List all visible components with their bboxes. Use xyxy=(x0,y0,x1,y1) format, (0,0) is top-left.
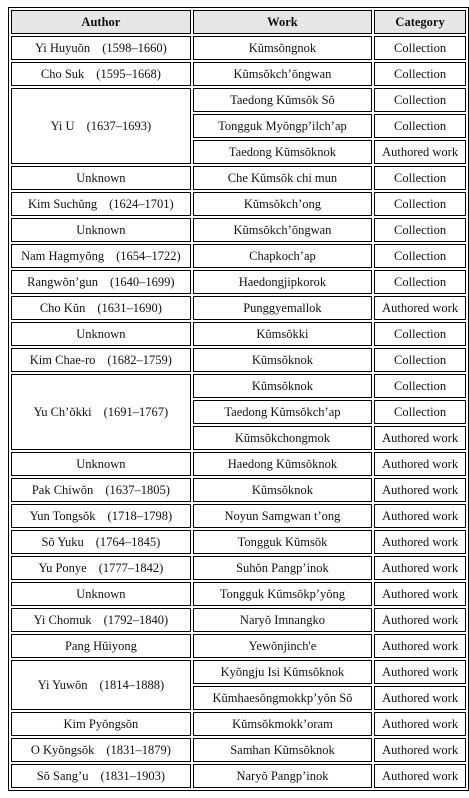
author-name: Unknown xyxy=(76,222,126,237)
work-cell: Yewŏnjinch'e xyxy=(193,634,372,658)
table-row xyxy=(11,244,466,268)
work-cell: Kŭmsŏkki xyxy=(193,322,372,346)
category-cell: Authored work xyxy=(374,634,466,658)
table-row xyxy=(11,192,466,216)
author-cell xyxy=(11,166,191,190)
author-name: Yu Ponye xyxy=(38,560,87,575)
category-cell: Collection xyxy=(374,400,466,424)
author-name: Sŏ Yuku xyxy=(41,534,84,549)
header-work: Work xyxy=(193,10,372,34)
header-row xyxy=(11,10,466,34)
author-dates: (1640–1699) xyxy=(110,274,175,289)
author-name: Yi U xyxy=(50,118,75,133)
author-cell xyxy=(11,322,191,346)
table-header xyxy=(11,10,466,34)
category-cell: Authored work xyxy=(374,504,466,528)
work-cell: Noyun Samgwan t’ong xyxy=(193,504,372,528)
table-row xyxy=(11,452,466,476)
author-name: Kim Chae-ro xyxy=(29,352,96,367)
table-row xyxy=(11,608,466,632)
author-cell xyxy=(11,348,191,372)
category-cell: Authored work xyxy=(374,660,466,684)
table-row xyxy=(11,712,466,736)
table-row xyxy=(11,62,466,86)
author-dates: (1764–1845) xyxy=(95,534,161,549)
author-cell xyxy=(11,660,191,710)
author-cell xyxy=(11,192,191,216)
table-row xyxy=(11,374,466,398)
author-name: Kim Pyŏngsŏn xyxy=(63,716,139,731)
category-cell: Collection xyxy=(374,192,466,216)
author-name: Yi Huyuŏn xyxy=(34,40,91,55)
category-cell: Authored work xyxy=(374,478,466,502)
table-row xyxy=(11,296,466,320)
author-name: Yi Chomuk xyxy=(33,612,92,627)
category-cell: Collection xyxy=(374,244,466,268)
author-cell xyxy=(11,556,191,580)
category-cell: Authored work xyxy=(374,556,466,580)
work-cell: Suhŏn Pangp’inok xyxy=(193,556,372,580)
author-name: Cho Kŭn xyxy=(39,300,86,315)
category-cell: Authored work xyxy=(374,608,466,632)
table-row xyxy=(11,218,466,242)
author-dates: (1691–1767) xyxy=(103,404,169,419)
work-cell: Tongguk Kŭmsŏk xyxy=(193,530,372,554)
work-cell: Samhan Kŭmsŏknok xyxy=(193,738,372,762)
category-cell: Collection xyxy=(374,270,466,294)
category-cell: Collection xyxy=(374,62,466,86)
table-row xyxy=(11,764,466,788)
author-cell xyxy=(11,764,191,788)
author-dates: (1792–1840) xyxy=(103,612,169,627)
work-cell: Taedong Kŭmsŏk Sŏ xyxy=(193,88,372,112)
category-cell: Authored work xyxy=(374,686,466,710)
category-cell: Authored work xyxy=(374,738,466,762)
category-cell: Collection xyxy=(374,88,466,112)
table-row xyxy=(11,270,466,294)
work-cell: Tongguk Kŭmsŏkp’yŏng xyxy=(193,582,372,606)
author-name: Unknown xyxy=(76,456,126,471)
author-cell xyxy=(11,608,191,632)
table-row xyxy=(11,478,466,502)
author-cell xyxy=(11,374,191,450)
author-dates: (1831–1903) xyxy=(100,768,166,783)
category-cell: Authored work xyxy=(374,582,466,606)
author-name: Kim Suchŭng xyxy=(28,196,98,211)
author-cell xyxy=(11,582,191,606)
work-cell: Punggyemallok xyxy=(193,296,372,320)
work-cell: Kŭmsŏkch’ŏngwan xyxy=(193,62,372,86)
work-cell: Kŭmsŏkmokk’oram xyxy=(193,712,372,736)
author-name: Yun Tongsŏk xyxy=(29,508,96,523)
work-cell: Haedong Kŭmsŏknok xyxy=(193,452,372,476)
author-name: Unknown xyxy=(76,326,126,341)
author-name: Yu Ch’ŏkki xyxy=(33,404,92,419)
table-row xyxy=(11,322,466,346)
category-cell: Collection xyxy=(374,166,466,190)
work-cell: Taedong Kŭmsŏknok xyxy=(193,140,372,164)
table-row xyxy=(11,660,466,684)
author-dates: (1595–1668) xyxy=(96,66,161,81)
author-name: Unknown xyxy=(76,170,126,185)
author-cell xyxy=(11,270,191,294)
header-category: Category xyxy=(374,10,466,34)
author-name: Unknown xyxy=(76,586,126,601)
author-cell xyxy=(11,634,191,658)
author-name: Sŏ Sang’u xyxy=(36,768,89,783)
work-cell: Che Kŭmsŏk chi mun xyxy=(193,166,372,190)
author-cell xyxy=(11,452,191,476)
table-row xyxy=(11,166,466,190)
author-name: Nam Hagmyŏng xyxy=(21,248,105,263)
work-cell: Kŭmsŏknok xyxy=(193,478,372,502)
author-name: Pang Hŭiyong xyxy=(64,638,137,653)
table-row xyxy=(11,504,466,528)
category-cell: Collection xyxy=(374,36,466,60)
author-dates: (1718–1798) xyxy=(107,508,173,523)
work-cell: Kŭmhaesŏngmokkp’yŏn Sŏ xyxy=(193,686,372,710)
author-cell xyxy=(11,296,191,320)
work-cell: Naryŏ Imnangko xyxy=(193,608,372,632)
author-cell xyxy=(11,712,191,736)
author-dates: (1637–1693) xyxy=(86,118,152,133)
author-dates: (1814–1888) xyxy=(99,677,165,692)
work-cell: Kŭmsŏkch’ŏngwan xyxy=(193,218,372,242)
author-dates: (1777–1842) xyxy=(98,560,164,575)
author-cell xyxy=(11,504,191,528)
work-cell: Kyŏngju Isi Kŭmsŏknok xyxy=(193,660,372,684)
author-cell xyxy=(11,738,191,762)
table-row xyxy=(11,556,466,580)
work-cell: Kŭmsŏkch’ong xyxy=(193,192,372,216)
author-name: Rangwŏn’gun xyxy=(27,274,98,289)
header-author: Author xyxy=(11,10,191,34)
category-cell: Authored work xyxy=(374,530,466,554)
author-name: Pak Chiwŏn xyxy=(31,482,94,497)
work-cell: Taedong Kŭmsŏkch’ap xyxy=(193,400,372,424)
author-cell xyxy=(11,530,191,554)
work-cell: Kŭmsŏngnok xyxy=(193,36,372,60)
category-cell: Authored work xyxy=(374,764,466,788)
author-name: Yi Yuwŏn xyxy=(37,677,88,692)
work-cell: Haedongjipkorok xyxy=(193,270,372,294)
author-name: Cho Suk xyxy=(40,66,85,81)
table-body xyxy=(11,36,466,788)
author-name: O Kyŏngsŏk xyxy=(30,742,95,757)
category-cell: Authored work xyxy=(374,140,466,164)
author-cell xyxy=(11,36,191,60)
category-cell: Authored work xyxy=(374,712,466,736)
category-cell: Authored work xyxy=(374,426,466,450)
table-row xyxy=(11,36,466,60)
work-cell: Kŭmsŏknok xyxy=(193,348,372,372)
author-dates: (1598–1660) xyxy=(102,40,167,55)
author-dates: (1631–1690) xyxy=(97,300,162,315)
author-cell xyxy=(11,62,191,86)
work-cell: Tongguk Myŏngp’ilch’ap xyxy=(193,114,372,138)
author-dates: (1682–1759) xyxy=(107,352,172,367)
category-cell: Collection xyxy=(374,218,466,242)
table-row xyxy=(11,634,466,658)
category-cell: Collection xyxy=(374,374,466,398)
author-works-table xyxy=(8,7,469,791)
work-cell: Kŭmsŏkchongmok xyxy=(193,426,372,450)
author-cell xyxy=(11,88,191,164)
table-row xyxy=(11,88,466,112)
author-cell xyxy=(11,218,191,242)
author-dates: (1654–1722) xyxy=(116,248,181,263)
author-dates: (1624–1701) xyxy=(109,196,174,211)
author-cell xyxy=(11,244,191,268)
table-row xyxy=(11,738,466,762)
table-row xyxy=(11,530,466,554)
author-cell xyxy=(11,478,191,502)
author-dates: (1637–1805) xyxy=(105,482,170,497)
work-cell: Naryŏ Pangp’inok xyxy=(193,764,372,788)
category-cell: Authored work xyxy=(374,296,466,320)
category-cell: Collection xyxy=(374,322,466,346)
category-cell: Authored work xyxy=(374,452,466,476)
category-cell: Collection xyxy=(374,114,466,138)
table-row xyxy=(11,348,466,372)
work-cell: Kŭmsŏknok xyxy=(193,374,372,398)
work-cell: Chapkoch’ap xyxy=(193,244,372,268)
author-dates: (1831–1879) xyxy=(106,742,171,757)
category-cell: Collection xyxy=(374,348,466,372)
table-row xyxy=(11,582,466,606)
